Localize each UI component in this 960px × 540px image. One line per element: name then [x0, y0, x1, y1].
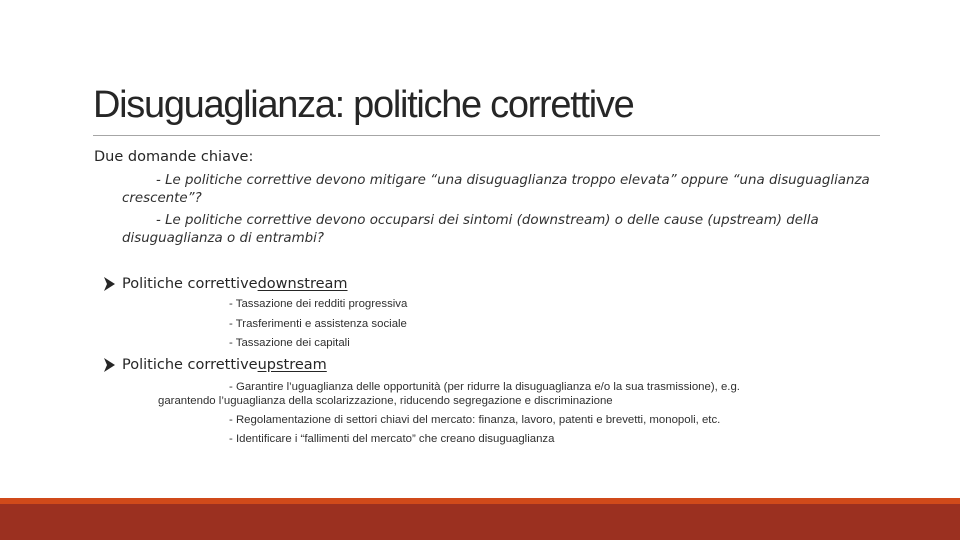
question-1-text: - Le politiche correttive devono mitigare “una disuguaglianza troppo elevata” oppure “una disuguaglianza crescente”?: [122, 173, 870, 206]
arrow-bullet-icon: [104, 358, 115, 372]
upstream-item-1: [158, 380, 740, 408]
upstream-item-2: - Regolamentazione di settori chiavi del mercato: finanza, lavoro, patenti e brevetti, monopoli, etc.: [229, 414, 721, 426]
downstream-keyword: downstream: [257, 276, 348, 292]
upstream-item-1-line-1: - Garantire l’uguaglianza delle opportunità (per ridurre la disuguaglianza e/o la sua trasmissione), e.g.: [229, 381, 740, 393]
downstream-item-3: - Tassazione dei capitali: [229, 337, 350, 349]
arrow-bullet-icon: [104, 277, 115, 291]
downstream-label-prefix: Politiche correttive: [122, 276, 258, 292]
upstream-item-1-line-2: garantendo l’uguaglianza della scolarizzazione, riducendo segregazione e discriminazione: [158, 395, 613, 407]
title-divider: [93, 135, 880, 136]
downstream-heading: [104, 276, 348, 292]
upstream-keyword: upstream: [257, 357, 327, 373]
slide-title: Disuguaglianza: politiche correttive: [93, 84, 634, 126]
downstream-item-2: - Trasferimenti e assistenza sociale: [229, 318, 407, 330]
question-2-text: - Le politiche correttive devono occuparsi dei sintomi (downstream) o delle cause (upstream) della disuguaglianza o di entrambi?: [122, 213, 819, 246]
question-1: [122, 172, 882, 208]
upstream-item-3: - Identificare i “fallimenti del mercato” che creano disuguaglianza: [229, 433, 555, 445]
upstream-heading: [104, 357, 327, 373]
upstream-label-prefix: Politiche correttive: [122, 357, 258, 373]
question-2: [122, 212, 882, 248]
intro-text: Due domande chiave:: [94, 149, 254, 165]
downstream-item-1: - Tassazione dei redditi progressiva: [229, 298, 408, 310]
footer-band: [0, 504, 960, 540]
